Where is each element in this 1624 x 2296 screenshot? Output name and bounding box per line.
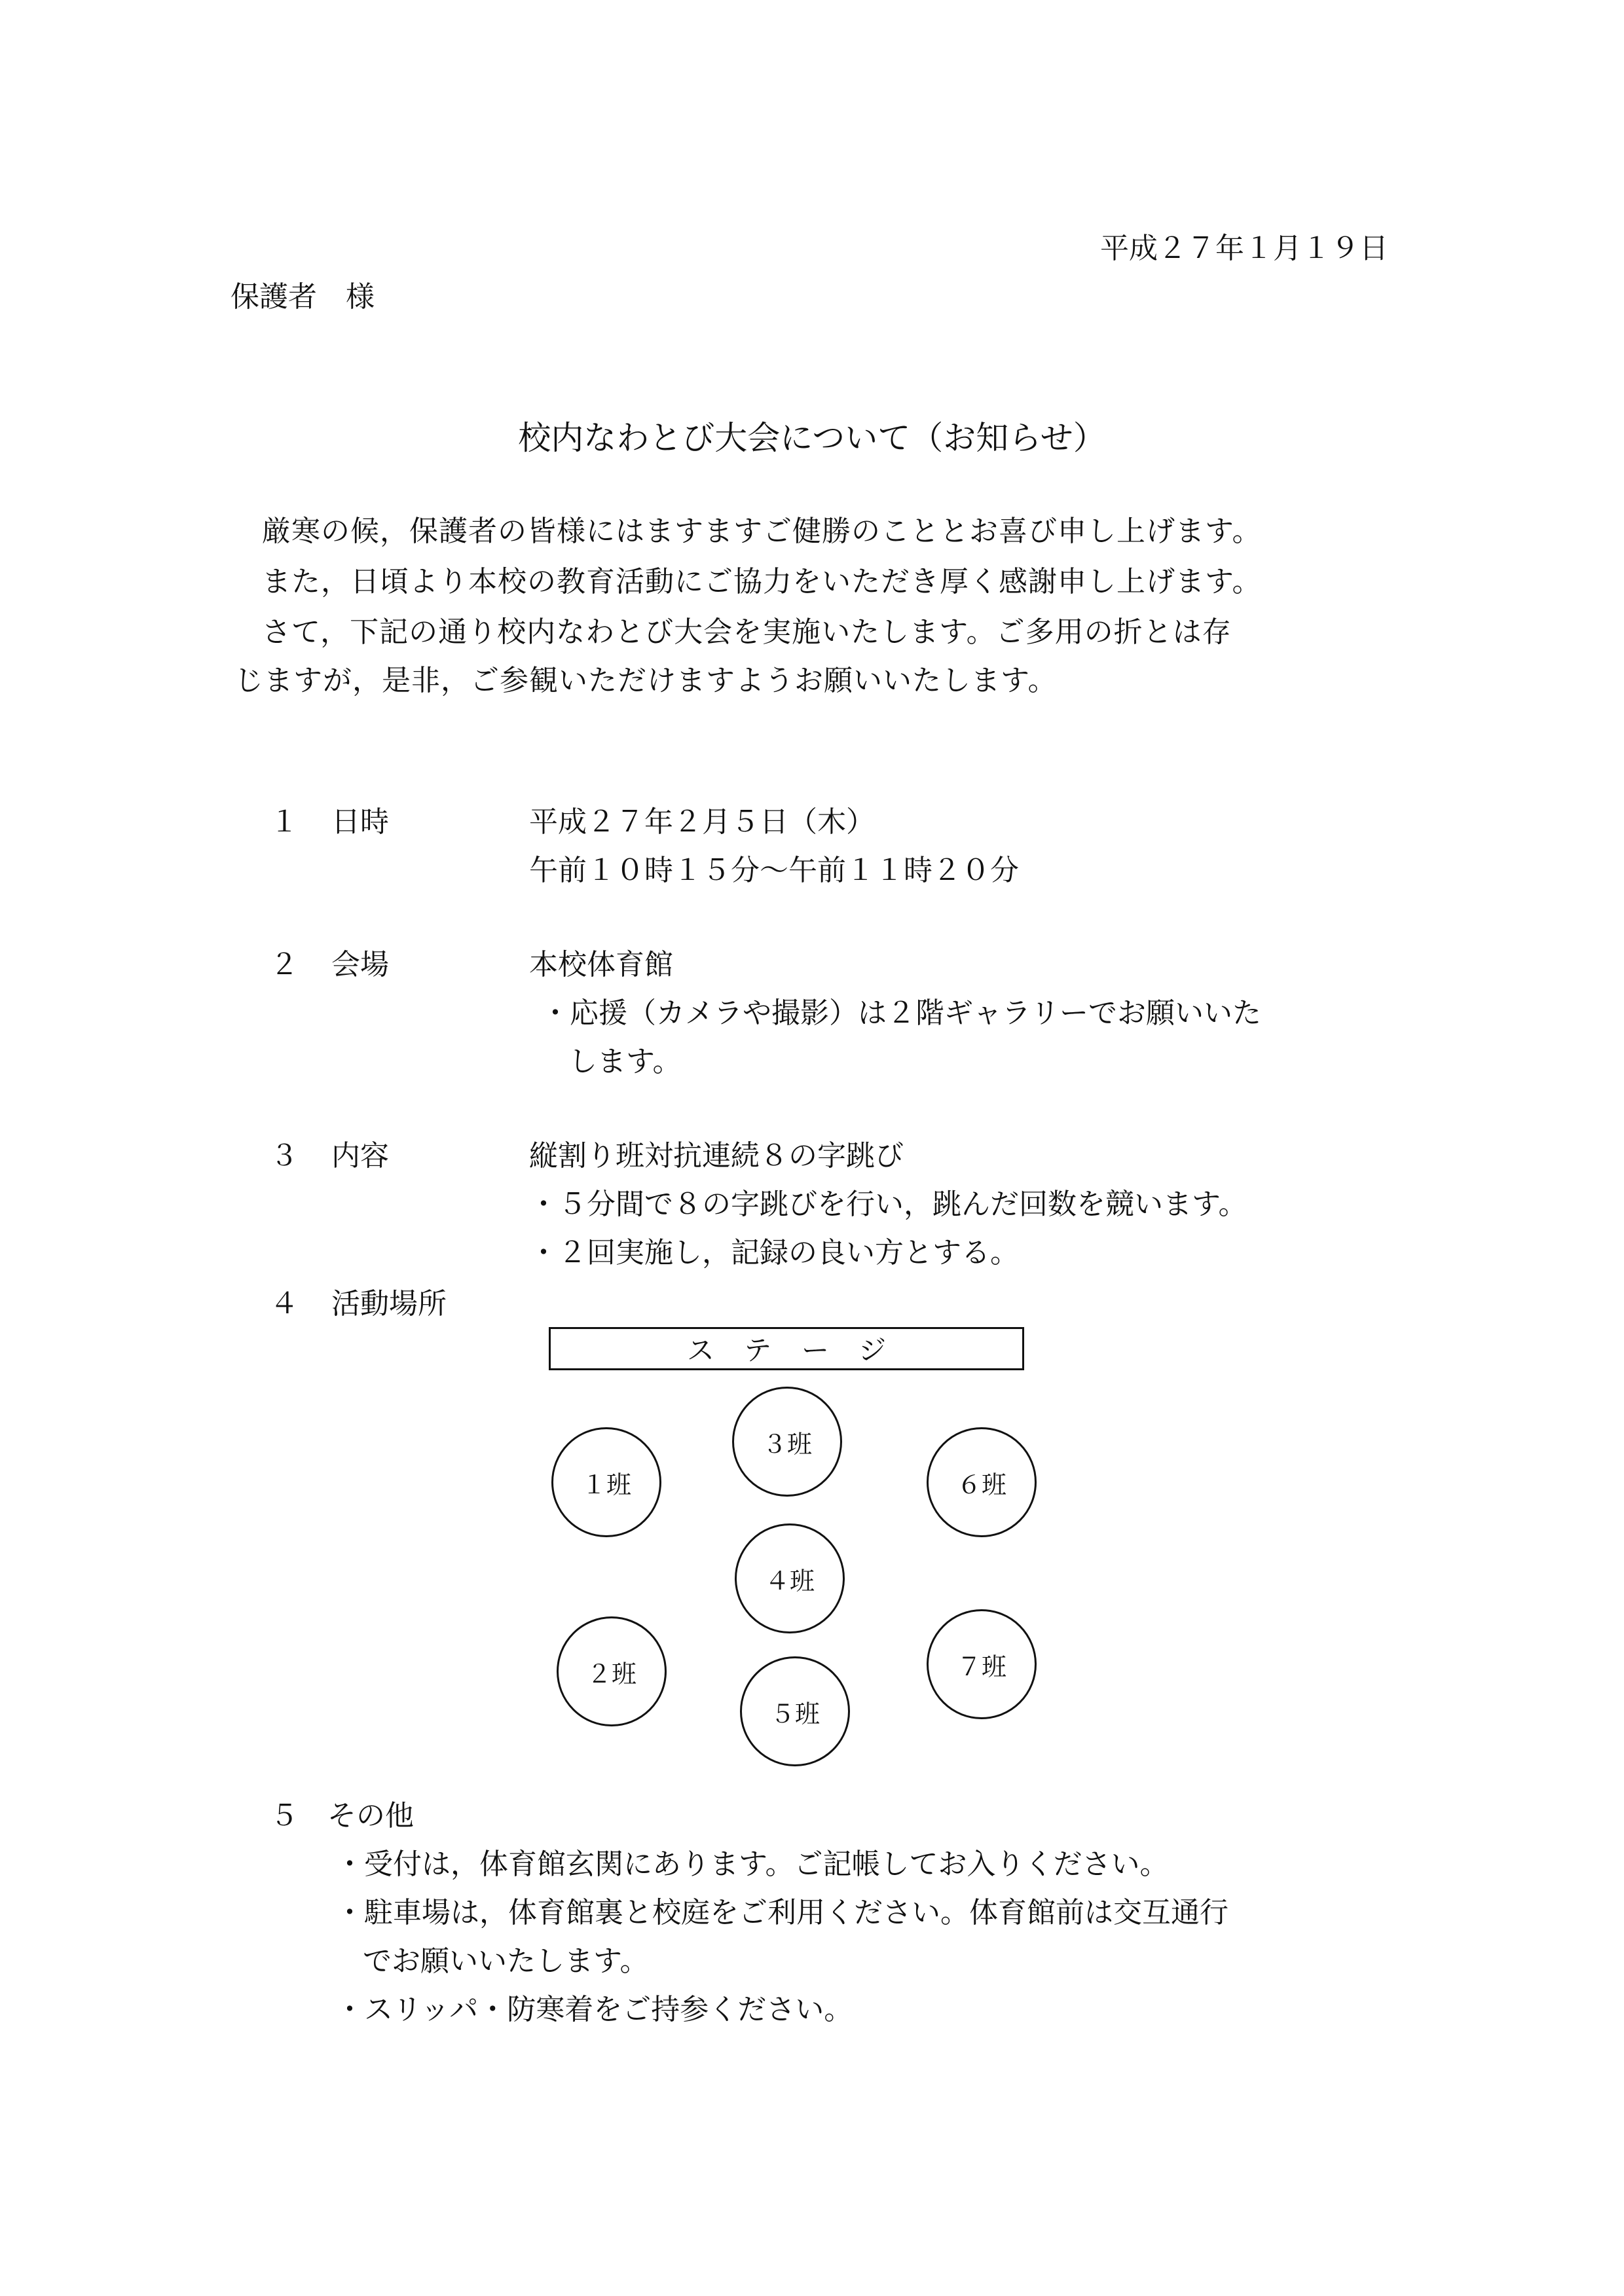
item-2-number: ２ — [270, 948, 299, 981]
stage-label: ステージ — [686, 1334, 917, 1366]
group-circle-4: ４班 — [735, 1523, 845, 1633]
item-5-line-3: でお願いいたします。 — [363, 1944, 649, 1978]
item-2-label: 会場 — [331, 948, 389, 981]
item-1-number: １ — [270, 805, 299, 839]
group-circle-1: １班 — [551, 1427, 661, 1537]
item-5-line-2: ・駐車場は，体育館裏と校庭をご利用ください。体育館前は交互通行 — [335, 1896, 1228, 1929]
intro-line-3: さて，下記の通り校内なわとび大会を実施いたします。ご多用の折とは存 — [262, 615, 1232, 649]
intro-line-4: じますが，是非，ご参観いただけますようお願いいたします。 — [234, 664, 1058, 697]
item-5-number: ５ — [270, 1799, 299, 1832]
item-4-number: ４ — [270, 1287, 299, 1321]
intro-line-2: また，日頃より本校の教育活動にご協力をいただき厚く感謝申し上げます。 — [262, 565, 1262, 598]
item-1-line-1: 平成２７年２月５日（木） — [529, 805, 875, 839]
stage-box — [549, 1327, 1024, 1370]
item-3-line-3: ・２回実施し，記録の良い方とする。 — [529, 1236, 1019, 1269]
group-circle-3: ３班 — [732, 1387, 842, 1497]
item-5-line-4: ・スリッパ・防寒着をご持参ください。 — [335, 1993, 853, 2026]
recipient: 保護者 様 — [231, 280, 375, 314]
item-3-line-1: 縦割り班対抗連続８の字跳び — [529, 1139, 904, 1173]
item-2-line-3: します。 — [568, 1045, 682, 1078]
item-3-line-2: ・５分間で８の字跳びを行い，跳んだ回数を競います。 — [529, 1188, 1247, 1221]
item-1-line-2: 午前１０時１５分～午前１１時２０分 — [529, 854, 1019, 887]
item-5-label: その他 — [327, 1799, 414, 1832]
item-1-label: 日時 — [331, 805, 389, 839]
item-3-number: ３ — [270, 1139, 299, 1173]
group-circle-7: ７班 — [927, 1609, 1037, 1719]
item-2-line-2: ・応援（カメラや撮影）は２階ギャラリーでお願いいた — [541, 996, 1261, 1030]
item-4-label: 活動場所 — [331, 1287, 447, 1321]
group-circle-2: ２班 — [557, 1616, 667, 1726]
item-5-line-1: ・受付は，体育館玄関にあります。ご記帳してお入りください。 — [335, 1848, 1169, 1881]
intro-line-1: 厳寒の候，保護者の皆様にはますますご健勝のこととお喜び申し上げます。 — [262, 515, 1262, 548]
document-date: 平成２７年１月１９日 — [1100, 232, 1388, 265]
page-title: 校内なわとび大会について（お知らせ） — [518, 419, 1106, 457]
item-3-label: 内容 — [331, 1139, 389, 1173]
group-circle-5: ５班 — [740, 1656, 850, 1766]
item-2-line-1: 本校体育館 — [529, 948, 673, 981]
group-circle-6: ６班 — [927, 1427, 1037, 1537]
